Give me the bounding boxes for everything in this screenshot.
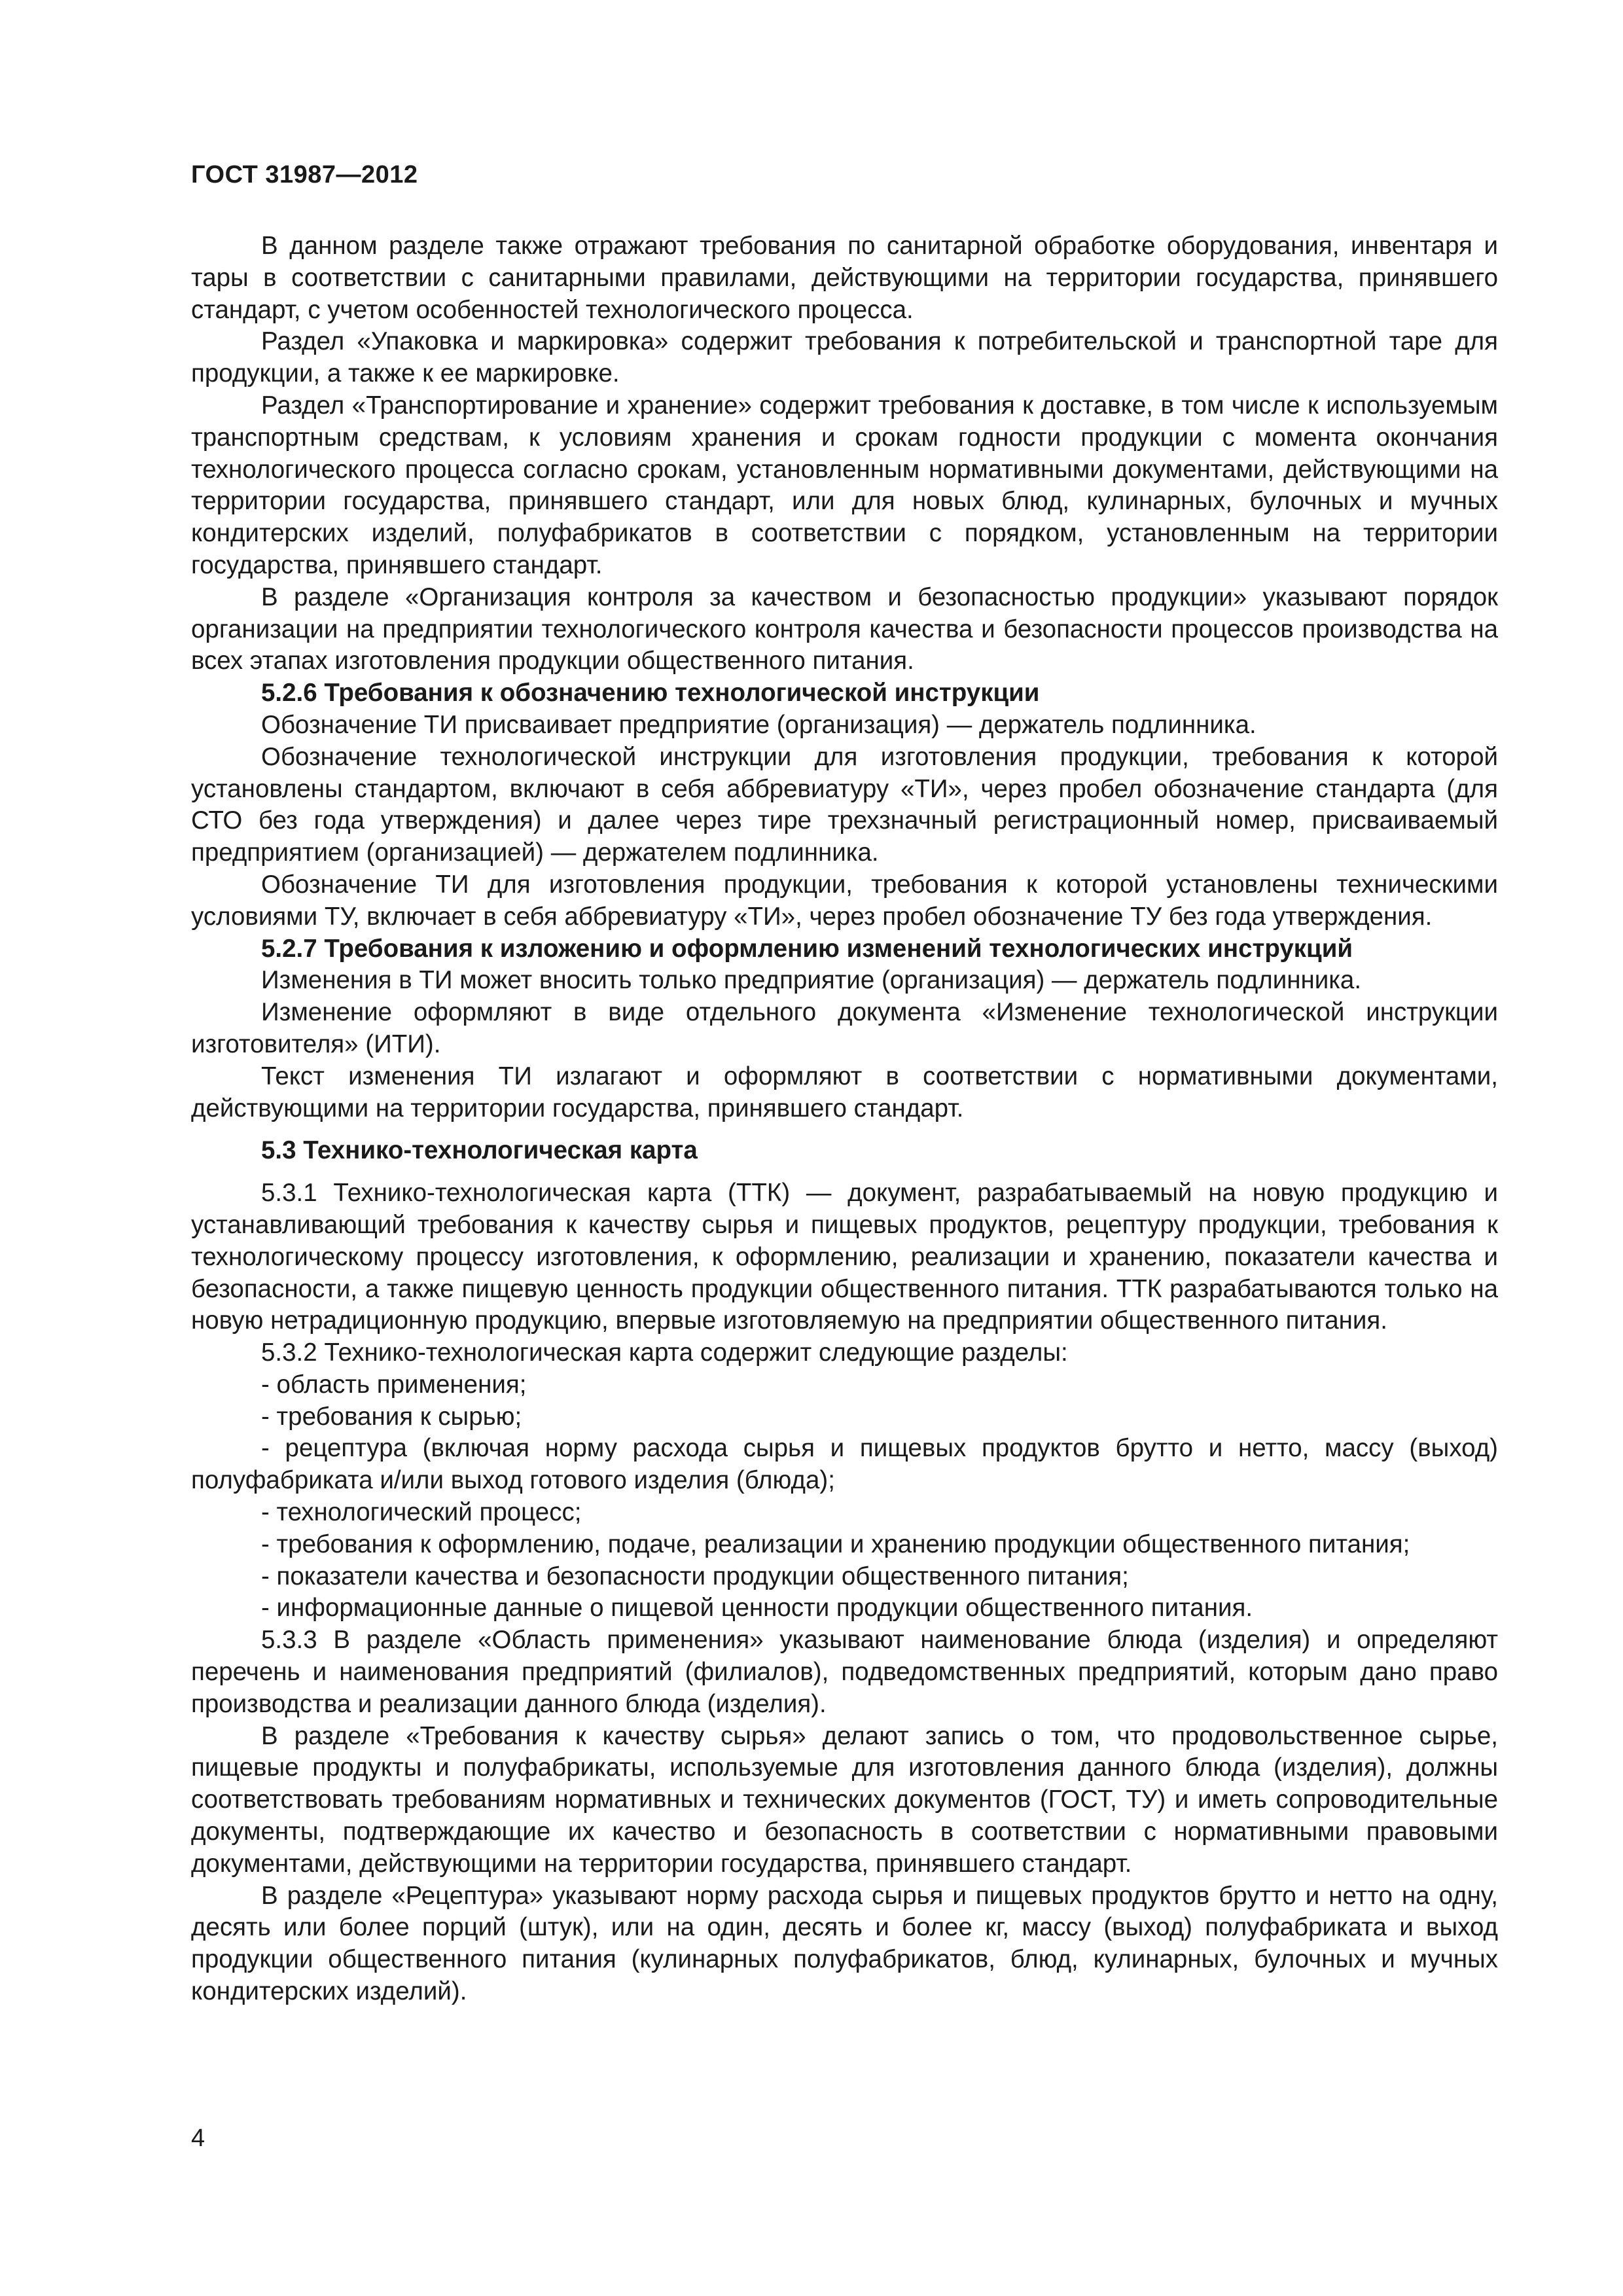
- list-item: - информационные данные о пищевой ценности продукции общественного питания.: [261, 1594, 1253, 1623]
- document-body: [191, 230, 1498, 2008]
- list-item: - рецептура (включая норму расхода сырья и пищевых продуктов брутто и нетто, массу (выход) полуфабриката и/или выход готового изделия (блюда);: [191, 1434, 1498, 1495]
- paragraph: В разделе «Рецептура» указывают норму расхода сырья и пищевых продуктов брутто и нетто на одну, десять или более порций (штук), или на один, десять и более кг, массу (выход) полуфабриката и выход продукции общественного питания (кулинарных полуфабрикатов, блюд, кулинарных, булочных и мучных кондитерских изделий).: [191, 1881, 1498, 2006]
- list-item: - технологический процесс;: [261, 1498, 582, 1527]
- document-header: ГОСТ 31987—2012: [191, 161, 418, 188]
- list-item: - требования к оформлению, подаче, реализации и хранению продукции общественного питания;: [261, 1530, 1410, 1558]
- paragraph: Раздел «Транспортирование и хранение» содержит требования к доставке, в том числе к используемым транспортным средствам, к условиям хранения и срокам годности продукции с момента окончания технологического процесса согласно срокам, установленным нормативными документами, действующими на территории государства, принявшего стандарт, или для новых блюд, кулинарных, булочных и мучных кондитерских изделий, полуфабрикатов в соответствии с порядком, установленным на территории государства, принявшего стандарт.: [191, 391, 1498, 579]
- section-heading-5-2-7: 5.2.7 Требования к изложению и оформлению изменений технологических инструкций: [261, 934, 1353, 963]
- paragraph: В разделе «Требования к качеству сырья» делают запись о том, что продовольственное сырье, пищевые продукты и полуфабрикаты, используемые для изготовления данного блюда (изделия), должны соответствовать требованиям нормативных и технических документов (ГОСТ, ТУ) и иметь сопроводительные документы, подтверждающие их качество и безопасность в соответствии с нормативными правовыми документами, действующими на территории государства, принявшего стандарт.: [191, 1721, 1498, 1878]
- paragraph: Изменения в ТИ может вносить только предприятие (организация) — держатель подлинника.: [261, 966, 1362, 995]
- paragraph: 5.3.1 Технико-технологическая карта (ТТК) — документ, разрабатываемый на новую продукцию и устанавливающий требования к качеству сырья и пищевых продуктов, рецептуру продукции, требования к технологическому процессу изготовления, к оформлению, реализации и хранению, показатели качества и безопасности, а также пищевую ценность продукции общественного питания. ТТК разрабатываются только на новую нетрадиционную продукцию, впервые изготовляемую на предприятии общественного питания.: [191, 1179, 1498, 1335]
- list-item: - требования к сырью;: [261, 1402, 522, 1431]
- paragraph: Обозначение технологической инструкции для изготовления продукции, требования к которой установлены стандартом, включают в себя аббревиатуру «ТИ», через пробел обозначение стандарта (для СТО без года утверждения) и далее через тире трехзначный регистрационный номер, присваиваемый предприятием (организацией) — держателем подлинника.: [191, 742, 1498, 867]
- page-number: 4: [191, 2125, 205, 2152]
- paragraph: 5.3.3 В разделе «Область применения» указывают наименование блюда (изделия) и определяют перечень и наименования предприятий (филиалов), подведомственных предприятий, которым дано право производства и реализации данного блюда (изделия).: [191, 1626, 1498, 1718]
- paragraph: Раздел «Упаковка и маркировка» содержит требования к потребительской и транспортной таре для продукции, а также к ее маркировке.: [191, 327, 1498, 388]
- paragraph: Обозначение ТИ присваивает предприятие (организация) — держатель подлинника.: [261, 710, 1257, 739]
- paragraph: Текст изменения ТИ излагают и оформляют в соответствии с нормативными документами, действующими на территории государства, принявшего стандарт.: [191, 1062, 1498, 1122]
- paragraph: Обозначение ТИ для изготовления продукции, требования к которой установлены техническими условиями ТУ, включает в себя аббревиатуру «ТИ», через пробел обозначение ТУ без года утверждения.: [191, 870, 1498, 931]
- list-item: - показатели качества и безопасности продукции общественного питания;: [261, 1562, 1129, 1590]
- section-heading-5-2-6: 5.2.6 Требования к обозначению технологической инструкции: [261, 679, 1040, 708]
- paragraph: 5.3.2 Технико-технологическая карта содержит следующие разделы:: [261, 1338, 1068, 1367]
- paragraph: В разделе «Организация контроля за качеством и безопасностью продукции» указывают порядок организации на предприятии технологического контроля качества и безопасности процессов производства на всех этапах изготовления продукции общественного питания.: [191, 583, 1498, 675]
- paragraph: В данном разделе также отражают требования по санитарной обработке оборудования, инвентаря и тары в соответствии с санитарными правилами, действующими на территории государства, принявшего стандарт, с учетом особенностей технологического процесса.: [191, 232, 1498, 324]
- section-heading-5-3: 5.3 Технико-технологическая карта: [261, 1136, 698, 1165]
- paragraph: Изменение оформляют в виде отдельного документа «Изменение технологической инструкции изготовителя» (ИТИ).: [191, 998, 1498, 1058]
- list-item: - область применения;: [261, 1370, 527, 1399]
